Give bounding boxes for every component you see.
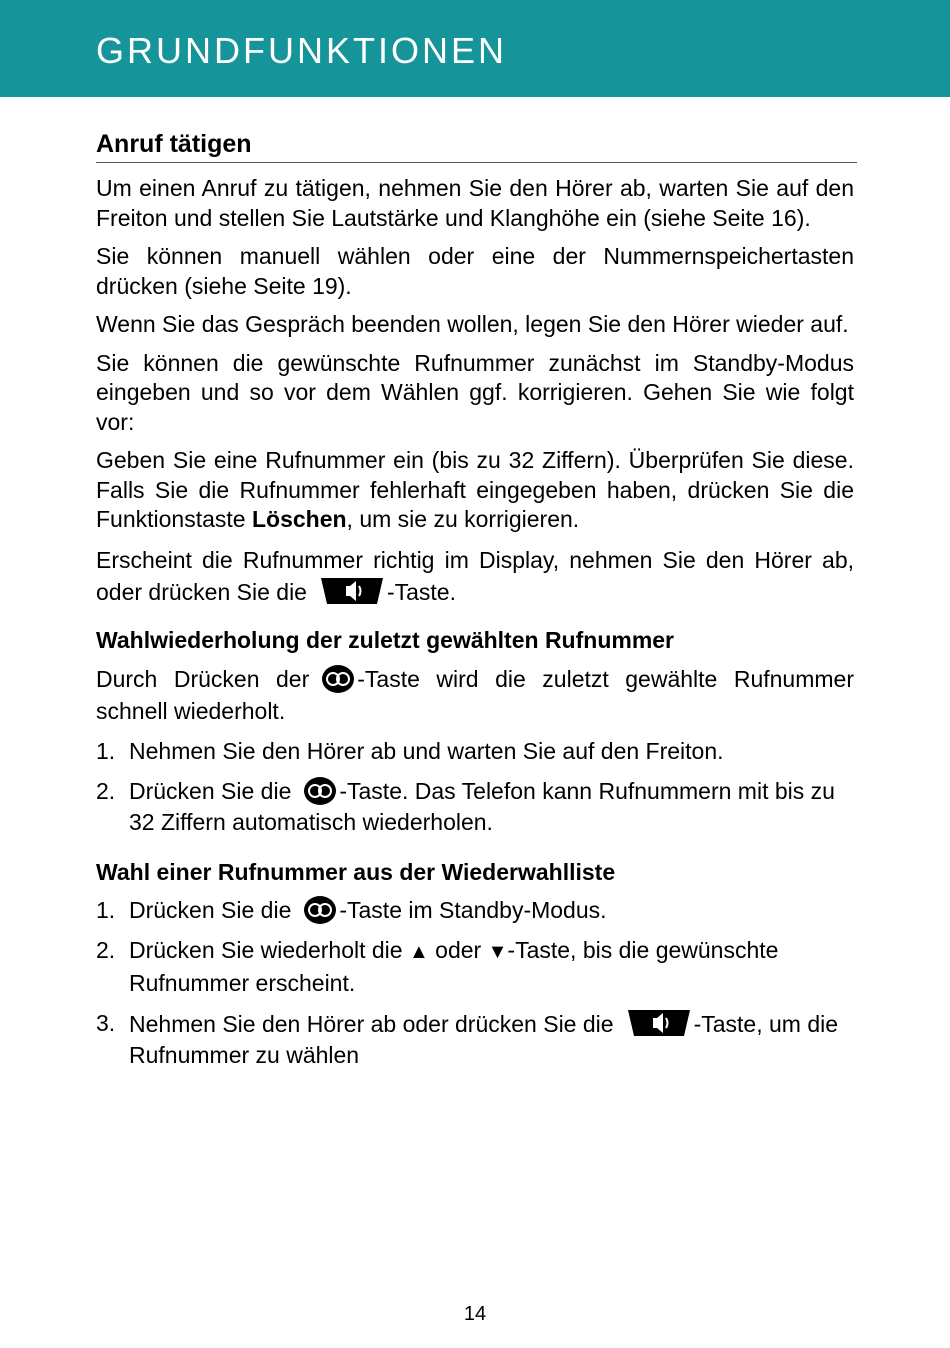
subsection-title: Wahl einer Rufnummer aus der Wiederwahlliste — [96, 858, 616, 885]
title-divider — [96, 162, 857, 163]
paragraph: Durch Drücken der -Taste wird die zuletzt gewählte Rufnummer schnell wiederholt. — [96, 665, 854, 724]
bold-key-name: Löschen — [251, 506, 347, 532]
arrow-up-icon: ▲ — [408, 940, 429, 963]
redial-key-icon — [321, 664, 355, 694]
paragraph: Geben Sie eine Rufnummer ein (bis zu 32 Ziffern). Überprüfen Sie diese. Falls Sie die Rufnummer fehlerhaft eingegeben haben, drücken Sie die Funktionstaste Löschen, um sie zu korrigieren. — [96, 447, 854, 532]
page-number: 14 — [463, 1303, 487, 1325]
section-title: Anruf tätigen — [96, 130, 252, 158]
arrow-down-icon: ▼ — [487, 940, 508, 963]
subsection-title: Wahlwiederholung der zuletzt gewählten Rufnummer — [96, 626, 675, 653]
page-content — [96, 128, 854, 1080]
chapter-title: GRUNDFUNKTIONEN — [96, 30, 507, 71]
redial-key-icon — [303, 776, 337, 806]
paragraph: Sie können die gewünschte Rufnummer zunächst im Standby-Modus eingeben und so vor dem Wählen ggf. korrigieren. Gehen Sie wie folgt vor: — [96, 349, 854, 435]
list-item: 2. Drücken Sie wiederholt die ▲ oder ▼-Taste, bis die gewünschte Rufnummer erscheint. — [96, 936, 779, 996]
list-item: 2. Drücken Sie die -Taste. Das Telefon kann Rufnummern mit bis zu 32 Ziffern automatisch wiederholen. — [96, 777, 835, 835]
speaker-key-icon — [626, 1008, 692, 1038]
paragraph: Erscheint die Rufnummer richtig im Display, nehmen Sie den Hörer ab, oder drücken Sie die -Taste. — [96, 546, 854, 605]
redial-key-icon — [303, 895, 337, 925]
paragraph: Wenn Sie das Gespräch beenden wollen, legen Sie den Hörer wieder auf. — [96, 311, 849, 337]
list-item: 1. Nehmen Sie den Hörer ab und warten Sie auf den Freiton. — [96, 737, 724, 764]
list-item: 3. Nehmen Sie den Hörer ab oder drücken Sie die -Taste, um die Rufnummer zu wählen — [96, 1009, 839, 1068]
list-item: 1. Drücken Sie die -Taste im Standby-Modus. — [96, 896, 607, 923]
paragraph: Um einen Anruf zu tätigen, nehmen Sie den Hörer ab, warten Sie auf den Freiton und stellen Sie Lautstärke und Klanghöhe ein (siehe Seite 16). — [96, 175, 854, 231]
speaker-key-icon — [319, 576, 385, 606]
paragraph: Sie können manuell wählen oder eine der Nummernspeichertasten drücken (siehe Seite 19). — [96, 243, 854, 299]
header-band — [0, 0, 950, 97]
